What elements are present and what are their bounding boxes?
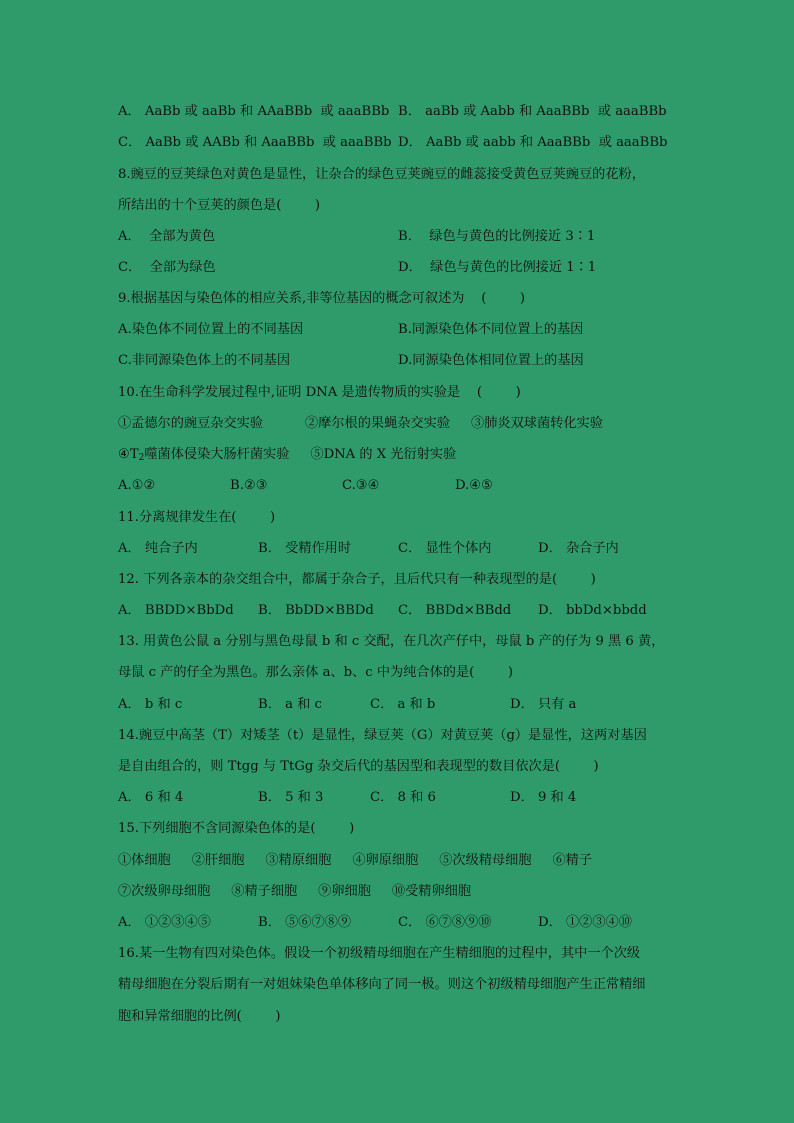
q8-option-c (118, 259, 216, 277)
q16-stem-line1: 16.某一生物有四对染色体。假设一个初级精母细胞在产生精细胞的过程中，其中一个次级 (118, 946, 641, 961)
q8-stem-line2: 所结出的十个豆荚的颜色是( ) (118, 198, 321, 213)
q13-option-b (258, 696, 322, 714)
q15-option-d (538, 914, 632, 932)
q14-option-a (118, 789, 183, 807)
q11-stem: 11.分离规律发生在( ) (118, 510, 276, 525)
q13-stem-line2: 母鼠 c 产的仔全为黑色。那么亲体 a、b、c 中为纯合体的是( ) (118, 665, 513, 680)
q16-stem-line2: 精母细胞在分裂后期有一对姐妹染色单体移向了同一极。则这个初级精母细胞产生正常精细 (118, 977, 646, 992)
q15-items-line2: ⑦次级卵母细胞 ⑧精子细胞 ⑨卵细胞 ⑩受精卵细胞 (118, 884, 472, 899)
option-text: 5 和 3 (285, 790, 324, 805)
q7-option-b (398, 103, 667, 121)
q9-option-c: C.非同源染色体上的不同基因 (118, 353, 291, 368)
q7-option-c (118, 134, 392, 152)
option-text: ⑥⑦⑧⑨⑩ (425, 915, 492, 930)
q14-option-c (370, 789, 436, 807)
option-text: 全部为黄色 (149, 229, 216, 244)
q10-items-line2 (118, 446, 456, 464)
option-text: aaBb 或 Aabb 和 AaaBBb 或 aaaBBb (425, 104, 667, 119)
option-label: A． (118, 697, 141, 712)
q14-option-d (510, 789, 576, 807)
option-label: A． (118, 541, 141, 556)
q14-stem-line1: 14.豌豆中高茎（T）对矮茎（t）是显性，绿豆荚（G）对黄豆荚（g）是显性，这两对基因 (118, 728, 647, 743)
option-label: A． (118, 915, 141, 930)
option-label: B． (398, 104, 421, 119)
q13-option-a (118, 696, 182, 714)
q11-option-d (538, 540, 619, 558)
option-label: C． (398, 603, 422, 618)
option-text: 绿色与黄色的比例接近 1∶1 (430, 260, 597, 275)
q11-option-a (118, 540, 198, 558)
option-label: C． (370, 790, 394, 805)
option-label: D． (510, 697, 534, 712)
option-label: C． (118, 135, 142, 150)
option-text: 杂合子内 (565, 541, 619, 556)
q9-option-a: A.染色体不同位置上的不同基因 (118, 322, 304, 337)
option-text: bbDd×bbdd (565, 603, 647, 618)
q15-option-b (258, 914, 351, 932)
q12-stem: 12. 下列各亲本的杂交组合中，都属于杂合子，且后代只有一种表现型的是( ) (118, 572, 596, 587)
option-label: B． (258, 915, 281, 930)
q15-option-c (398, 914, 491, 932)
q10-items-line1: ①孟德尔的豌豆杂交实验 ②摩尔根的果蝇杂交实验 ③肺炎双球菌转化实验 (118, 416, 603, 431)
option-label: D． (538, 541, 562, 556)
option-text: BBDD×BbDd (144, 603, 234, 618)
option-text: BbDD×BBDd (285, 603, 374, 618)
q8-option-b (398, 228, 595, 246)
q10-option-a: A.①② (118, 478, 156, 493)
q10-stem: 10.在生命科学发展过程中,证明 DNA 是遗传物质的实验是 ( ) (118, 385, 521, 400)
option-label: C． (398, 915, 422, 930)
option-label: C． (118, 260, 142, 275)
q12-option-c (398, 602, 511, 620)
option-text: a 和 c (285, 697, 322, 712)
option-label: B． (258, 790, 281, 805)
option-text: AaBb 或 aabb 和 AaaBBb 或 aaaBBb (425, 135, 668, 150)
q7-option-d (398, 134, 667, 152)
option-label: D． (538, 603, 562, 618)
option-text: 显性个体内 (425, 541, 492, 556)
q15-items-line1: ①体细胞 ②肝细胞 ③精原细胞 ④卵原细胞 ⑤次级精母细胞 ⑥精子 (118, 853, 593, 868)
q13-stem-line1: 13. 用黄色公鼠 a 分别与黑色母鼠 b 和 c 交配，在几次产仔中，母鼠 b 产的仔为 9 黑 6 黄， (118, 634, 665, 649)
option-text: ①②③④⑩ (565, 915, 632, 930)
option-label: A． (118, 229, 141, 244)
option-text: 受精作用时 (285, 541, 352, 556)
q13-option-c (370, 696, 435, 714)
option-label: D． (538, 915, 562, 930)
q13-option-d (510, 696, 576, 714)
q12-option-b (258, 602, 374, 620)
q10-option-d: D.④⑤ (455, 478, 493, 493)
q8-option-d (398, 259, 596, 277)
option-label: B． (258, 541, 281, 556)
q10-option-c: C.③④ (342, 478, 380, 493)
items-text: 噬菌体侵染大肠杆菌实验 ⑤DNA 的 X 光衍射实验 (144, 447, 457, 462)
option-text: 绿色与黄色的比例接近 3∶1 (429, 229, 596, 244)
option-label: B． (258, 697, 281, 712)
option-label: B． (258, 603, 281, 618)
option-text: b 和 c (144, 697, 183, 712)
option-label: A． (118, 104, 141, 119)
option-text: BBDd×BBdd (425, 603, 512, 618)
q15-stem: 15.下列细胞不含同源染色体的是( ) (118, 821, 355, 836)
option-label: D． (398, 135, 422, 150)
option-text: 全部为绿色 (149, 260, 216, 275)
option-text: ⑤⑥⑦⑧⑨ (285, 915, 352, 930)
q12-option-a (118, 602, 234, 620)
option-text: 8 和 6 (397, 790, 436, 805)
q7-option-a (118, 103, 389, 121)
q8-option-a (118, 228, 215, 246)
option-text: 9 和 4 (537, 790, 577, 805)
q16-stem-line3: 胞和异常细胞的比例( ) (118, 1009, 281, 1024)
subscript: 2 (138, 453, 145, 463)
option-text: a 和 b (397, 697, 436, 712)
option-label: B． (398, 229, 421, 244)
q14-option-b (258, 789, 323, 807)
option-text: 纯合子内 (144, 541, 198, 556)
option-text: AaBb 或 aaBb 和 AAaBBb 或 aaaBBb (144, 104, 390, 119)
q9-stem: 9.根据基因与染色体的相应关系,非等位基因的概念可叙述为 ( ) (118, 291, 526, 306)
items-text: ④T (118, 447, 139, 462)
option-text: AaBb 或 AABb 和 AaaBBb 或 aaaBBb (145, 135, 392, 150)
option-text: ①②③④⑤ (144, 915, 211, 930)
q9-option-d: D.同源染色体相同位置上的基因 (398, 353, 584, 368)
q15-option-a (118, 914, 211, 932)
option-label: A． (118, 790, 141, 805)
q11-option-b (258, 540, 351, 558)
q14-stem-line2: 是自由组合的，则 Ttgg 与 TtGg 杂交后代的基因型和表现型的数目依次是( ) (118, 759, 599, 774)
option-label: C． (398, 541, 422, 556)
option-text: 6 和 4 (144, 790, 184, 805)
option-label: D． (398, 260, 422, 275)
q8-stem-line1: 8.豌豆的豆荚绿色对黄色是显性，让杂合的绿色豆荚豌豆的雌蕊接受黄色豆荚豌豆的花粉， (118, 167, 645, 182)
option-label: A． (118, 603, 141, 618)
option-label: C． (370, 697, 394, 712)
q9-option-b: B.同源染色体不同位置上的基因 (398, 322, 584, 337)
q11-option-c (398, 540, 491, 558)
option-text: 只有 a (537, 697, 577, 712)
q12-option-d (538, 602, 647, 620)
option-label: D． (510, 790, 534, 805)
q10-option-b: B.②③ (230, 478, 268, 493)
